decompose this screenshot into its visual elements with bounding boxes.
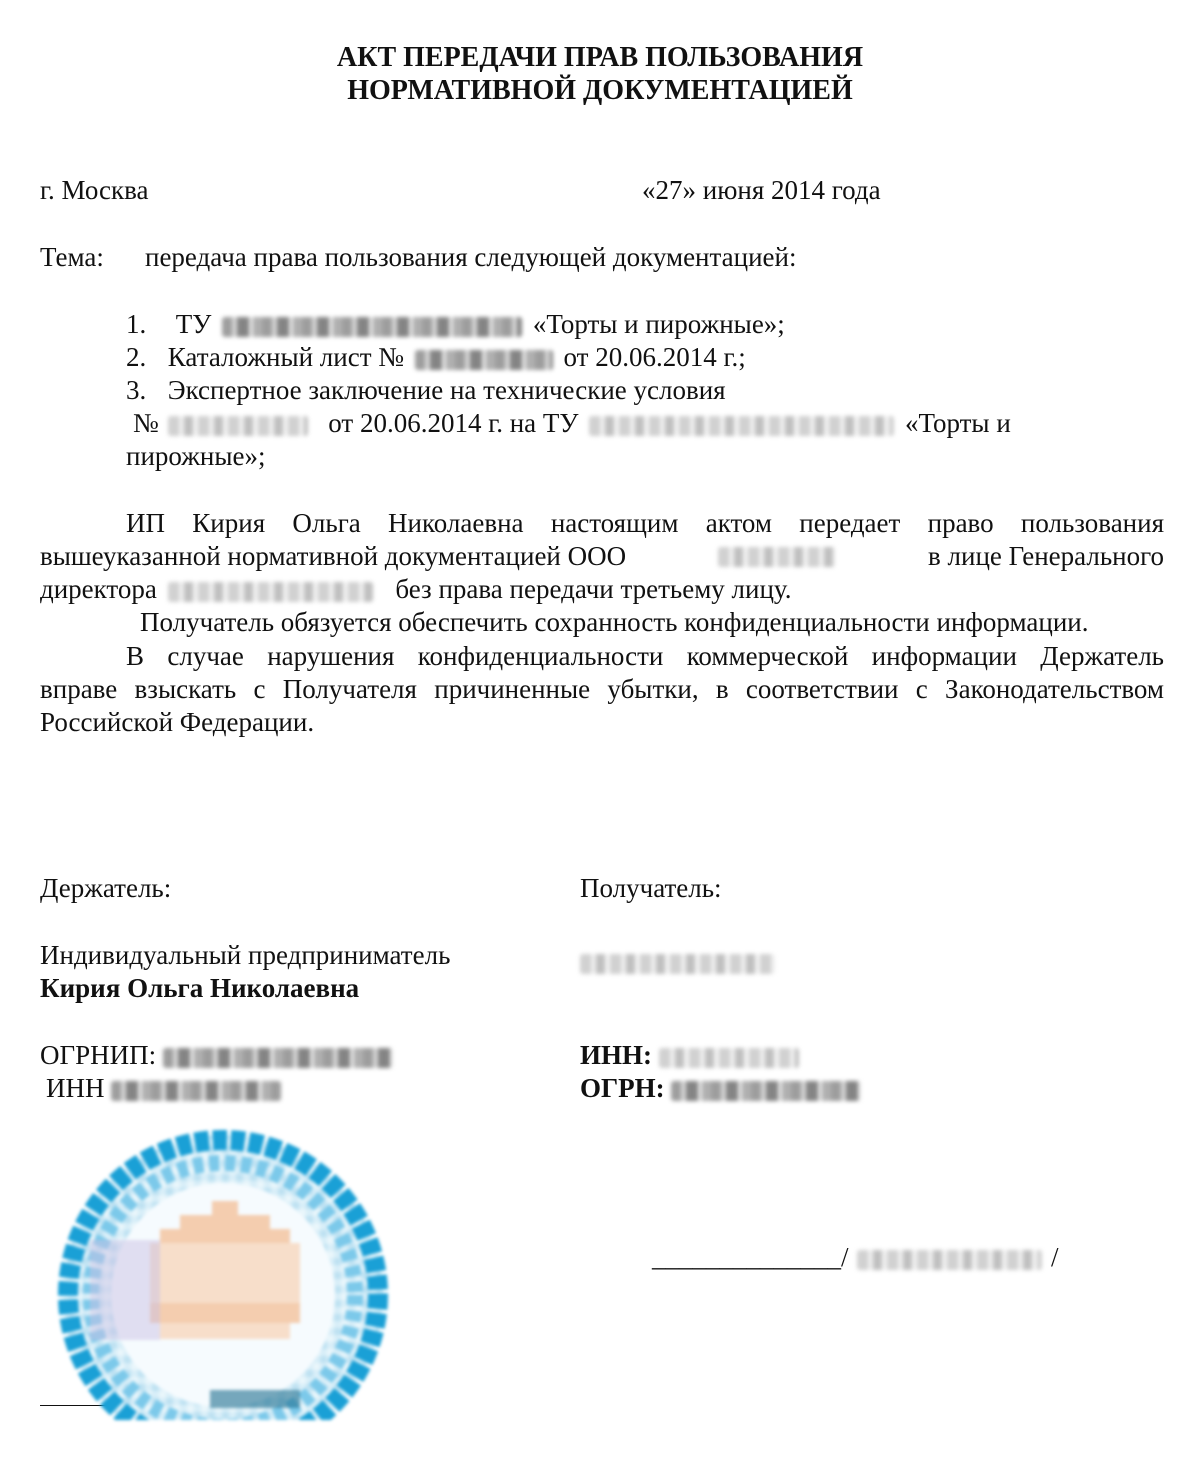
paragraph-text: вышеуказанной нормативной документацией ООО: [40, 541, 627, 571]
signature-underline: ______________/: [652, 1242, 849, 1272]
list-item-3: [126, 374, 726, 407]
document-date: «27» июня 2014 года: [642, 175, 881, 205]
redacted-tu-number: [222, 317, 522, 337]
list-item-3-end: пирожные»;: [126, 441, 266, 471]
paragraph-text: в лице Генерального: [928, 541, 1164, 571]
redacted-company-name: [718, 547, 836, 567]
redacted-ogrnip: [163, 1048, 393, 1068]
redacted-recipient-company: [580, 954, 775, 974]
ogrn-label: ОГРН:: [580, 1073, 665, 1103]
list-item-2: [126, 341, 746, 374]
redacted-catalog-number: [415, 350, 553, 370]
stamp-bottom-mark: [210, 1390, 300, 1408]
holder-role: Индивидуальный предприниматель: [40, 940, 451, 970]
recipient-signature-line: [652, 1241, 1059, 1274]
list-item-suffix: «Торты и пирожные»;: [532, 309, 785, 339]
list-item-suffix: от 20.06.2014 г.;: [563, 342, 746, 372]
holder-label: Держатель:: [40, 873, 172, 903]
recipient-ogrn: [580, 1072, 861, 1105]
inn-label: ИНН:: [580, 1040, 652, 1070]
redacted-signatory: [857, 1250, 1042, 1270]
list-item-prefix: ТУ: [175, 309, 212, 339]
holder-ogrnip: [40, 1039, 393, 1072]
list-item-1: [126, 308, 785, 341]
paragraph-text: директора: [40, 574, 157, 604]
body-paragraph-1-line1: ИП Кирия Ольга Николаевна настоящим актом передает право пользования: [126, 508, 1164, 538]
list-item-suffix: «Торты и: [905, 408, 1011, 438]
recipient-label: Получатель:: [580, 873, 722, 903]
list-item-number: 1.: [126, 309, 147, 339]
list-item-prefix: Каталожный лист №: [167, 342, 404, 372]
paragraph-text: без права передачи третьему лицу.: [395, 574, 792, 604]
document-title-line1: АКТ ПЕРЕДАЧИ ПРАВ ПОЛЬЗОВАНИЯ: [336, 42, 864, 73]
official-stamp: [40, 1090, 400, 1420]
body-paragraph-3-line1: В случае нарушения конфиденциальности коммерческой информации Держатель: [126, 641, 1164, 671]
redacted-recipient-inn: [659, 1048, 799, 1068]
body-paragraph-1-line2: [40, 540, 1164, 573]
list-item-number: 3.: [126, 375, 147, 405]
redacted-director-name: [168, 582, 373, 602]
ogrnip-label: ОГРНИП:: [40, 1040, 157, 1070]
body-paragraph-2: Получатель обязуется обеспечить сохранность конфиденциальности информации.: [140, 607, 1089, 637]
body-paragraph-3-line3: Российской Федерации.: [40, 707, 315, 737]
list-item-mid: от 20.06.2014 г. на ТУ: [328, 408, 579, 438]
signature-end: /: [1051, 1242, 1059, 1272]
redacted-tu-number-2: [589, 416, 894, 436]
holder-name: Кирия Ольга Николаевна: [40, 973, 360, 1003]
stamp-signature-overlay: [90, 1240, 160, 1340]
body-paragraph-1-line3: [40, 573, 791, 606]
recipient-inn: [580, 1039, 799, 1072]
recipient-company: [580, 945, 775, 978]
list-item-3-continuation: [133, 407, 1011, 440]
city: г. Москва: [40, 175, 149, 205]
body-paragraph-3-line2: вправе взыскать с Получателя причиненные убытки, в соответствии с Законодательством: [40, 674, 1164, 704]
number-sign: №: [133, 408, 159, 438]
document-title-line2: НОРМАТИВНОЙ ДОКУМЕНТАЦИЕЙ: [347, 75, 853, 106]
subject-label: Тема:: [40, 242, 104, 272]
list-item-number: 2.: [126, 342, 147, 372]
redacted-recipient-ogrn: [671, 1081, 861, 1101]
subject-text: передача права пользования следующей документацией:: [145, 242, 797, 272]
inn-label: ИНН: [46, 1073, 105, 1103]
redacted-expert-number: [168, 416, 308, 436]
list-item-text: Экспертное заключение на технические условия: [167, 375, 726, 405]
